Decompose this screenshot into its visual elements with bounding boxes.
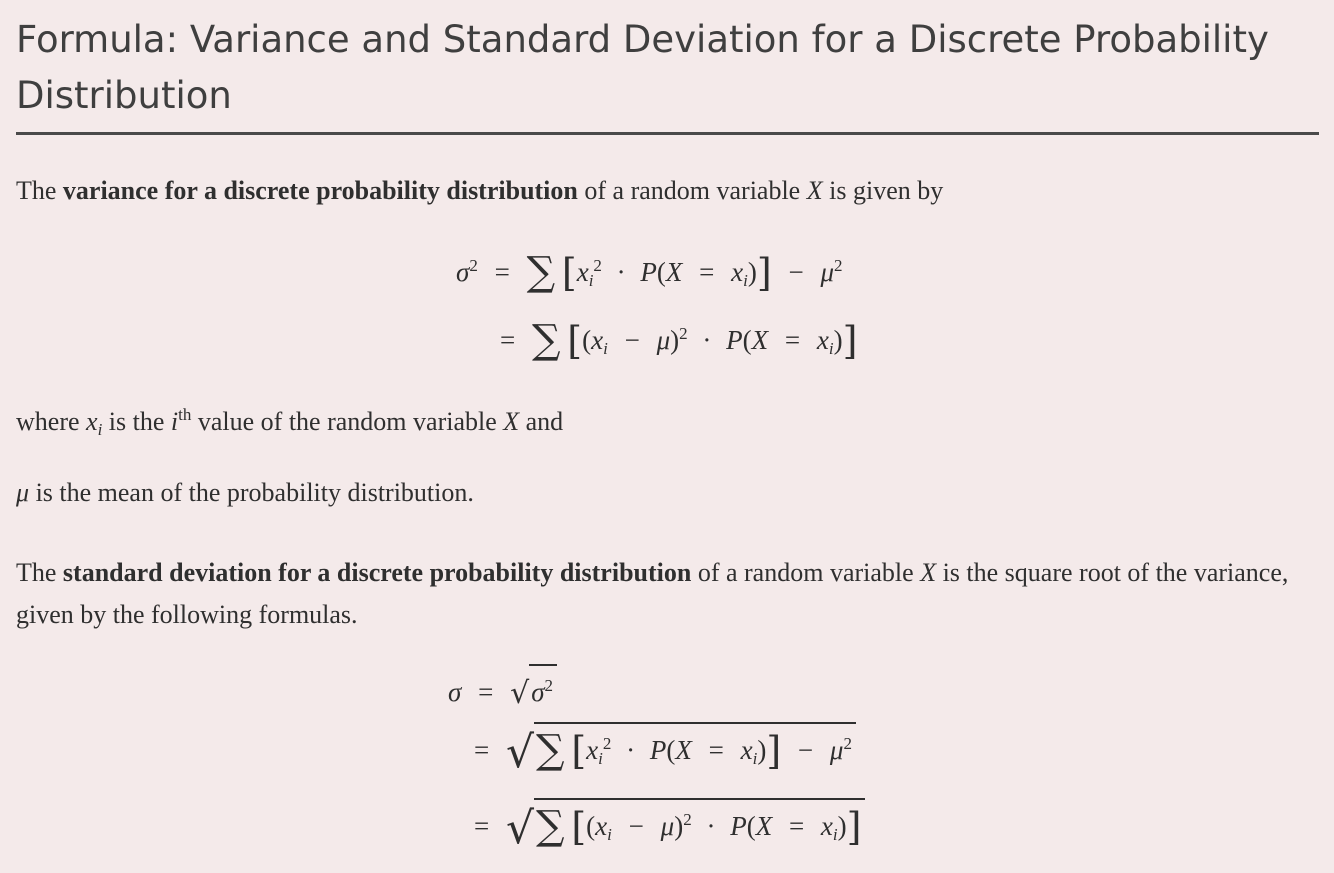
bracket: [ xyxy=(567,319,583,363)
subscript: i xyxy=(832,825,838,844)
summation: ∑ xyxy=(531,317,561,363)
mu-line xyxy=(16,472,1316,514)
i: i xyxy=(170,407,179,436)
paren: ) xyxy=(674,811,684,841)
equals: = xyxy=(500,325,516,355)
x: x xyxy=(740,735,753,765)
sigma: σ xyxy=(448,677,462,707)
mu: μ xyxy=(820,257,834,287)
exponent: 2 xyxy=(544,676,554,695)
x: x xyxy=(591,325,604,355)
sd-formula-line-2 xyxy=(474,722,856,779)
paren: ) xyxy=(670,325,680,355)
paren: ( xyxy=(746,811,756,841)
bold-term: variance for a discrete probability distribution xyxy=(62,176,578,205)
radicand xyxy=(534,722,856,779)
minus: − xyxy=(788,257,804,287)
page-title: Formula: Variance and Standard Deviation for a Discrete Probability Distribution xyxy=(16,18,1269,117)
X: X xyxy=(751,325,769,355)
equals: = xyxy=(708,735,724,765)
equals: = xyxy=(784,325,801,355)
paren: ) xyxy=(747,257,757,287)
text: is the square root of the variance, given by the following formulas. xyxy=(16,558,1289,629)
equals: = xyxy=(478,677,494,707)
variance-intro xyxy=(16,170,1316,212)
mu: μ xyxy=(660,811,675,841)
subscript: i xyxy=(607,825,612,844)
paren: ( xyxy=(656,257,666,287)
x: x xyxy=(816,325,829,355)
heading-divider xyxy=(16,132,1319,135)
paren: ( xyxy=(666,735,676,765)
dot: · xyxy=(626,735,636,765)
subscript: i xyxy=(743,271,748,290)
equals: = xyxy=(699,257,715,287)
exponent: 2 xyxy=(602,734,612,753)
equals: = xyxy=(494,257,510,287)
mu: μ xyxy=(16,478,30,507)
x: x xyxy=(586,735,599,765)
subscript: i xyxy=(598,749,603,768)
bracket: ] xyxy=(756,251,772,295)
exponent: 2 xyxy=(593,256,602,275)
sigma: σ xyxy=(456,257,470,287)
subscript: i xyxy=(603,339,608,358)
text: of a random variable xyxy=(691,558,921,587)
mu: μ xyxy=(829,735,844,765)
equals: = xyxy=(474,735,490,765)
text: and xyxy=(519,407,564,436)
square-root xyxy=(510,664,557,716)
variance-formula-line-2 xyxy=(500,312,857,371)
text: The xyxy=(16,176,63,205)
variance-formula-line-1 xyxy=(456,244,843,303)
bracket: [ xyxy=(571,729,587,773)
text: is the mean of the probability distribution. xyxy=(29,478,474,507)
subscript: i xyxy=(752,749,758,768)
P: P xyxy=(640,257,657,287)
superscript: th xyxy=(178,405,192,424)
square-root xyxy=(506,798,865,855)
bold-term: standard deviation for a discrete probability distribution xyxy=(62,558,692,587)
subscript: i xyxy=(588,271,594,290)
text: The xyxy=(16,558,63,587)
exponent: 2 xyxy=(683,810,692,829)
summation: ∑ xyxy=(536,803,565,849)
where-line xyxy=(16,394,1316,451)
summation: ∑ xyxy=(526,249,556,295)
radicand xyxy=(534,798,865,855)
square-root xyxy=(506,722,856,779)
radical-sign: √ xyxy=(505,727,535,778)
summation: ∑ xyxy=(536,727,565,773)
minus: − xyxy=(624,325,640,355)
x: x xyxy=(86,407,98,436)
P: P xyxy=(649,735,667,765)
text: is given by xyxy=(822,176,944,205)
bracket: ] xyxy=(842,319,858,363)
sd-intro xyxy=(16,552,1316,636)
P: P xyxy=(730,811,747,841)
x: x xyxy=(576,257,589,287)
bracket: ] xyxy=(766,729,782,773)
sd-formula-line-1 xyxy=(448,664,557,716)
sigma: σ xyxy=(531,677,545,707)
X: X xyxy=(755,811,773,841)
radical-sign: √ xyxy=(505,803,535,854)
bracket: [ xyxy=(571,805,587,849)
P: P xyxy=(726,325,743,355)
X: X xyxy=(675,735,692,765)
paren: ( xyxy=(586,811,596,841)
subscript: i xyxy=(828,339,834,358)
bracket: ] xyxy=(846,805,862,849)
paren: ) xyxy=(757,735,767,765)
X: X xyxy=(665,257,683,287)
mu: μ xyxy=(656,325,671,355)
paren: ) xyxy=(833,325,843,355)
variable-X: X xyxy=(806,176,823,205)
paren: ( xyxy=(742,325,752,355)
x: x xyxy=(731,257,744,287)
paren: ) xyxy=(837,811,847,841)
exponent: 2 xyxy=(843,734,852,753)
equals: = xyxy=(474,811,490,841)
variable-X: X xyxy=(503,407,520,436)
text: is the xyxy=(102,407,171,436)
subscript: i xyxy=(97,420,103,439)
equals: = xyxy=(788,811,805,841)
radical-sign: √ xyxy=(510,676,530,711)
minus: − xyxy=(628,811,644,841)
text: value of the random variable xyxy=(191,407,504,436)
text: of a random variable xyxy=(577,176,807,205)
dot: · xyxy=(702,325,712,355)
dot: · xyxy=(616,257,626,287)
x: x xyxy=(820,811,833,841)
minus: − xyxy=(797,735,814,765)
x: x xyxy=(595,811,608,841)
dot: · xyxy=(706,811,716,841)
text: where xyxy=(16,407,87,436)
variable-X: X xyxy=(920,558,937,587)
paren: ( xyxy=(582,325,592,355)
sd-formula-line-3 xyxy=(474,798,865,855)
exponent: 2 xyxy=(679,324,688,343)
exponent: 2 xyxy=(469,256,478,275)
exponent: 2 xyxy=(834,256,843,275)
radicand xyxy=(529,664,557,712)
bracket: [ xyxy=(561,251,577,295)
